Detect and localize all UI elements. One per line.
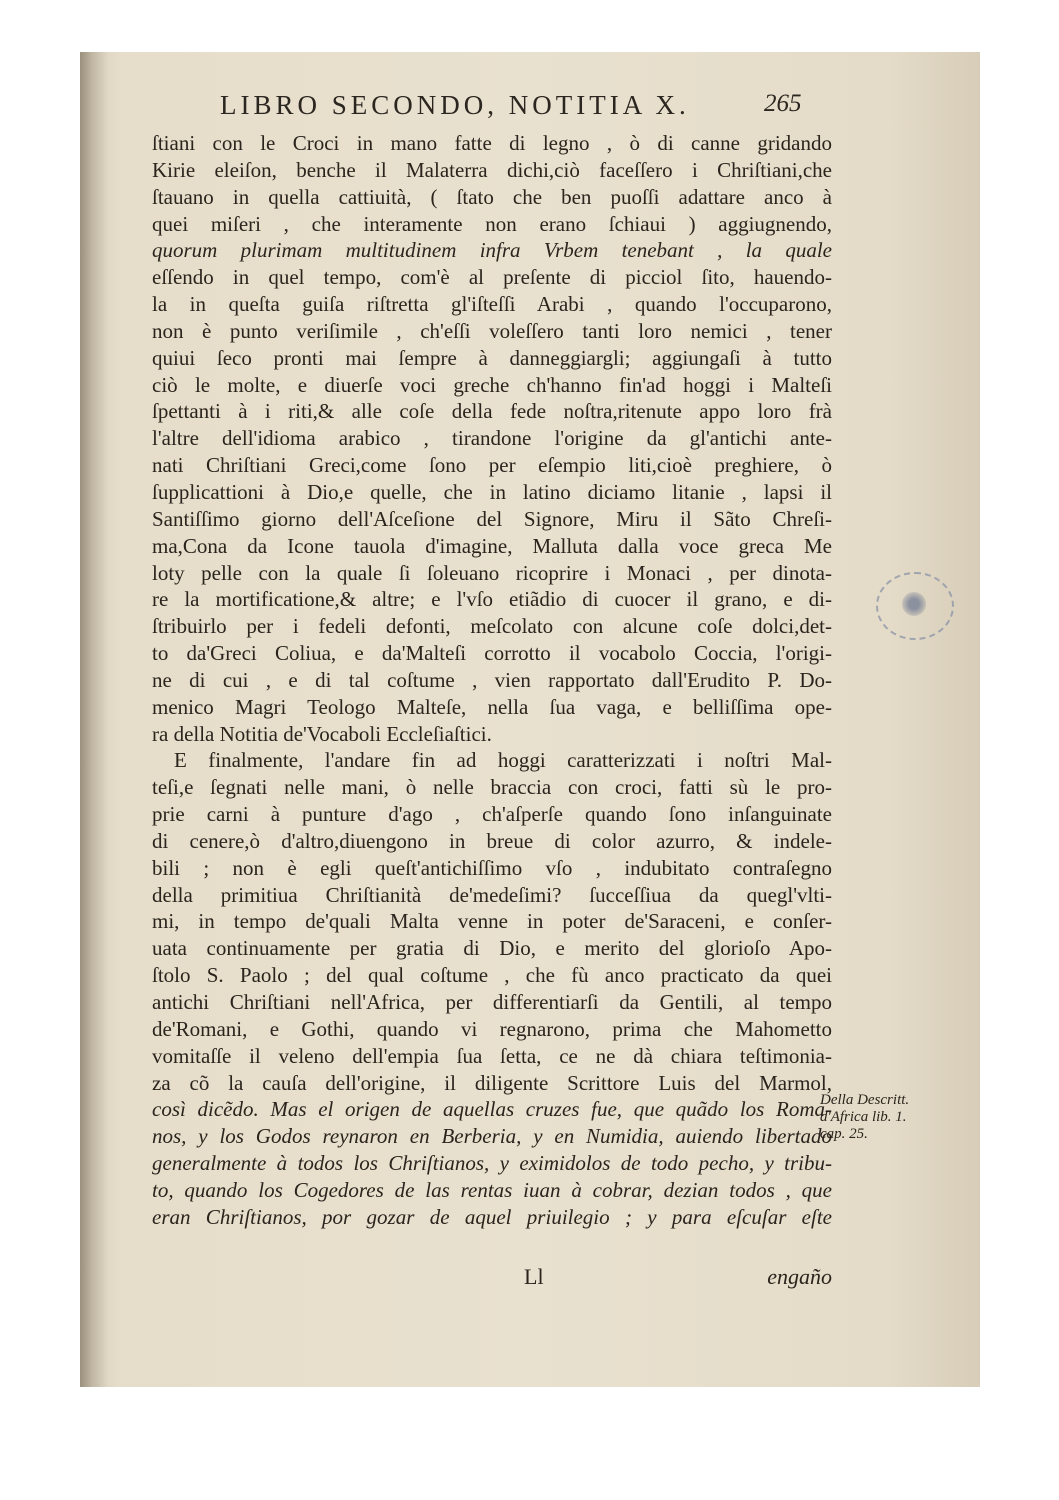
text-line: di cenere,ò d'altro,diuengono in breue di color azurro, & indele-	[152, 828, 832, 853]
catchword: engaño	[767, 1264, 832, 1289]
text-line: de'Romani, e Gothi, quando vi regnarono, prima che Mahometto	[152, 1016, 832, 1041]
margin-note-line: Della Descritt.	[820, 1092, 910, 1108]
text-line: teſi,e ſegnati nelle mani, ò nelle braccia con croci, fatti sù le pro-	[152, 775, 832, 800]
text-line: ſpettanti à i riti,& alle coſe della fede noſtra,ritenute appo loro frà	[152, 399, 832, 424]
footer-line	[152, 1264, 832, 1294]
running-head: LIBRO SECONDO, NOTITIA X.	[220, 90, 690, 120]
gutter-shadow	[80, 52, 108, 1387]
text-line: Kirie eleiſon, benche il Malaterra dichi,ciò faceſſero i Chriſtiani,che	[152, 157, 832, 182]
text-line: mi, in tempo de'quali Malta venne in poter de'Saraceni, e conſer-	[152, 909, 832, 934]
text-line: l'altre dell'idioma arabico , tirandone l'origine da gl'antichi ante-	[152, 426, 832, 451]
text-line: la in queſta guiſa riſtretta gl'iſteſſi Arabi , quando l'occuparono,	[152, 292, 832, 317]
text-line: vomitaſſe il veleno dell'empia ſua ſetta, ce ne dà chiara teſtimonia-	[152, 1043, 832, 1068]
text-line: ma,Cona da Icone tauola d'imagine, Malluta dalla voce greca Me	[152, 533, 832, 558]
text-line: Santiſſimo giorno dell'Aſceſione del Signore, Miru il Sãto Chreſi-	[152, 506, 832, 531]
text-line: to da'Greci Coliua, e da'Malteſi corrotto il vocabolo Coccia, l'origi-	[152, 641, 832, 666]
margin-note-line: cap. 25.	[820, 1126, 868, 1142]
text-line: ſtolo S. Paolo ; del qual coſtume , che fù anco practicato da quei	[152, 963, 832, 988]
text-line: quei miſeri , che interamente non erano ſchiaui ) aggiugnendo,	[152, 211, 832, 236]
text-line: non è punto veriſimile , ch'eſſi voleſſero tanti loro nemici , tener	[152, 318, 832, 343]
text-line: to, quando los Cogedores de las rentas iuan à cobrar, dezian todos , que	[152, 1177, 832, 1202]
text-line: antichi Chriſtiani nell'Africa, per differentiarſi da Gentili, al tempo	[152, 990, 832, 1014]
text-line: menico Magri Teologo Malteſe, nella ſua vaga, e belliſſima ope-	[152, 694, 832, 719]
text-line: eſſendo in quel tempo, com'è al preſente di picciol ſito, hauendo-	[152, 265, 832, 290]
text-line: nati Chriſtiani Greci,come ſono per eſempio liti,cioè preghiere, ò	[152, 453, 832, 478]
body-text	[152, 130, 832, 1231]
text-line: ſtauano in quella cattiuità, ( ſtato che ben puoſſi adattare anco à	[152, 184, 832, 209]
text-line: bili ; non è egli queſt'antichiſſimo vſo , indubitato contraſegno	[152, 855, 832, 880]
text-line: ſtiani con le Croci in mano fatte di legno , ò di canne gridando	[152, 131, 832, 155]
text-line: ſtribuirlo per i fedeli defonti, meſcolato con alcune coſe dolci,det-	[152, 614, 832, 639]
text-line: eran Chriſtianos, por gozar de aquel priuilegio ; y para eſcuſar eſte	[152, 1204, 832, 1229]
text-line: così dicẽdo. Mas el origen de aquellas cruzes fue, que quãdo los Roma-	[152, 1097, 832, 1122]
margin-note	[820, 1092, 920, 1143]
text-line: za cõ la cauſa dell'origine, il diligente Scrittore Luis del Marmol,	[152, 1070, 832, 1095]
text-line: prie carni à punture d'ago , ch'aſperſe quando ſono inſanguinate	[152, 802, 832, 827]
text-line: E finalmente, l'andare fin ad hoggi caratterizzati i noſtri Mal-	[174, 748, 832, 773]
library-stamp	[876, 572, 954, 640]
stamp-seal-icon	[902, 592, 926, 616]
margin-note-line: d'Africa lib. 1.	[820, 1109, 907, 1125]
text-line: ne di cui , e di tal coſtume , vien rapportato dall'Erudito P. Do-	[152, 667, 832, 692]
page-scan	[80, 52, 980, 1387]
text-line: ſupplicattioni à Dio,e quelle, che in latino diciamo litanie , lapsi il	[152, 479, 832, 504]
text-line: quorum plurimam multitudinem infra Vrbem tenebant , la quale	[152, 238, 832, 263]
text-line: nos, y los Godos reynaron en Berberia, y en Numidia, auiendo libertado	[152, 1124, 832, 1149]
page-number: 265	[764, 90, 802, 117]
text-line: generalmente à todos los Chriſtianos, y eximidolos de todo pecho, y tribu-	[152, 1151, 832, 1176]
text-line: loty pelle con la quale ſi ſoleuano ricoprire i Monaci , per dinota-	[152, 560, 832, 585]
text-line: ra della Notitia de'Vocaboli Eccleſiaſtici.	[152, 721, 492, 746]
text-line: della primitiua Chriſtianità de'medeſimi? ſucceſſiua da quegl'vlti-	[152, 882, 832, 907]
text-line: quiui ſeco pronti mai ſempre à danneggiargli; aggiungaſi à tutto	[152, 345, 832, 370]
text-line: re la mortificatione,& altre; e l'vſo etiãdio di cuocer il grano, e di-	[152, 587, 832, 612]
signature-mark: Ll	[524, 1264, 544, 1289]
text-line: uata continuamente per gratia di Dio, e merito del glorioſo Apo-	[152, 936, 832, 961]
text-line: ciò le molte, e diuerſe voci greche ch'hanno fin'ad hoggi i Malteſi	[152, 372, 832, 397]
